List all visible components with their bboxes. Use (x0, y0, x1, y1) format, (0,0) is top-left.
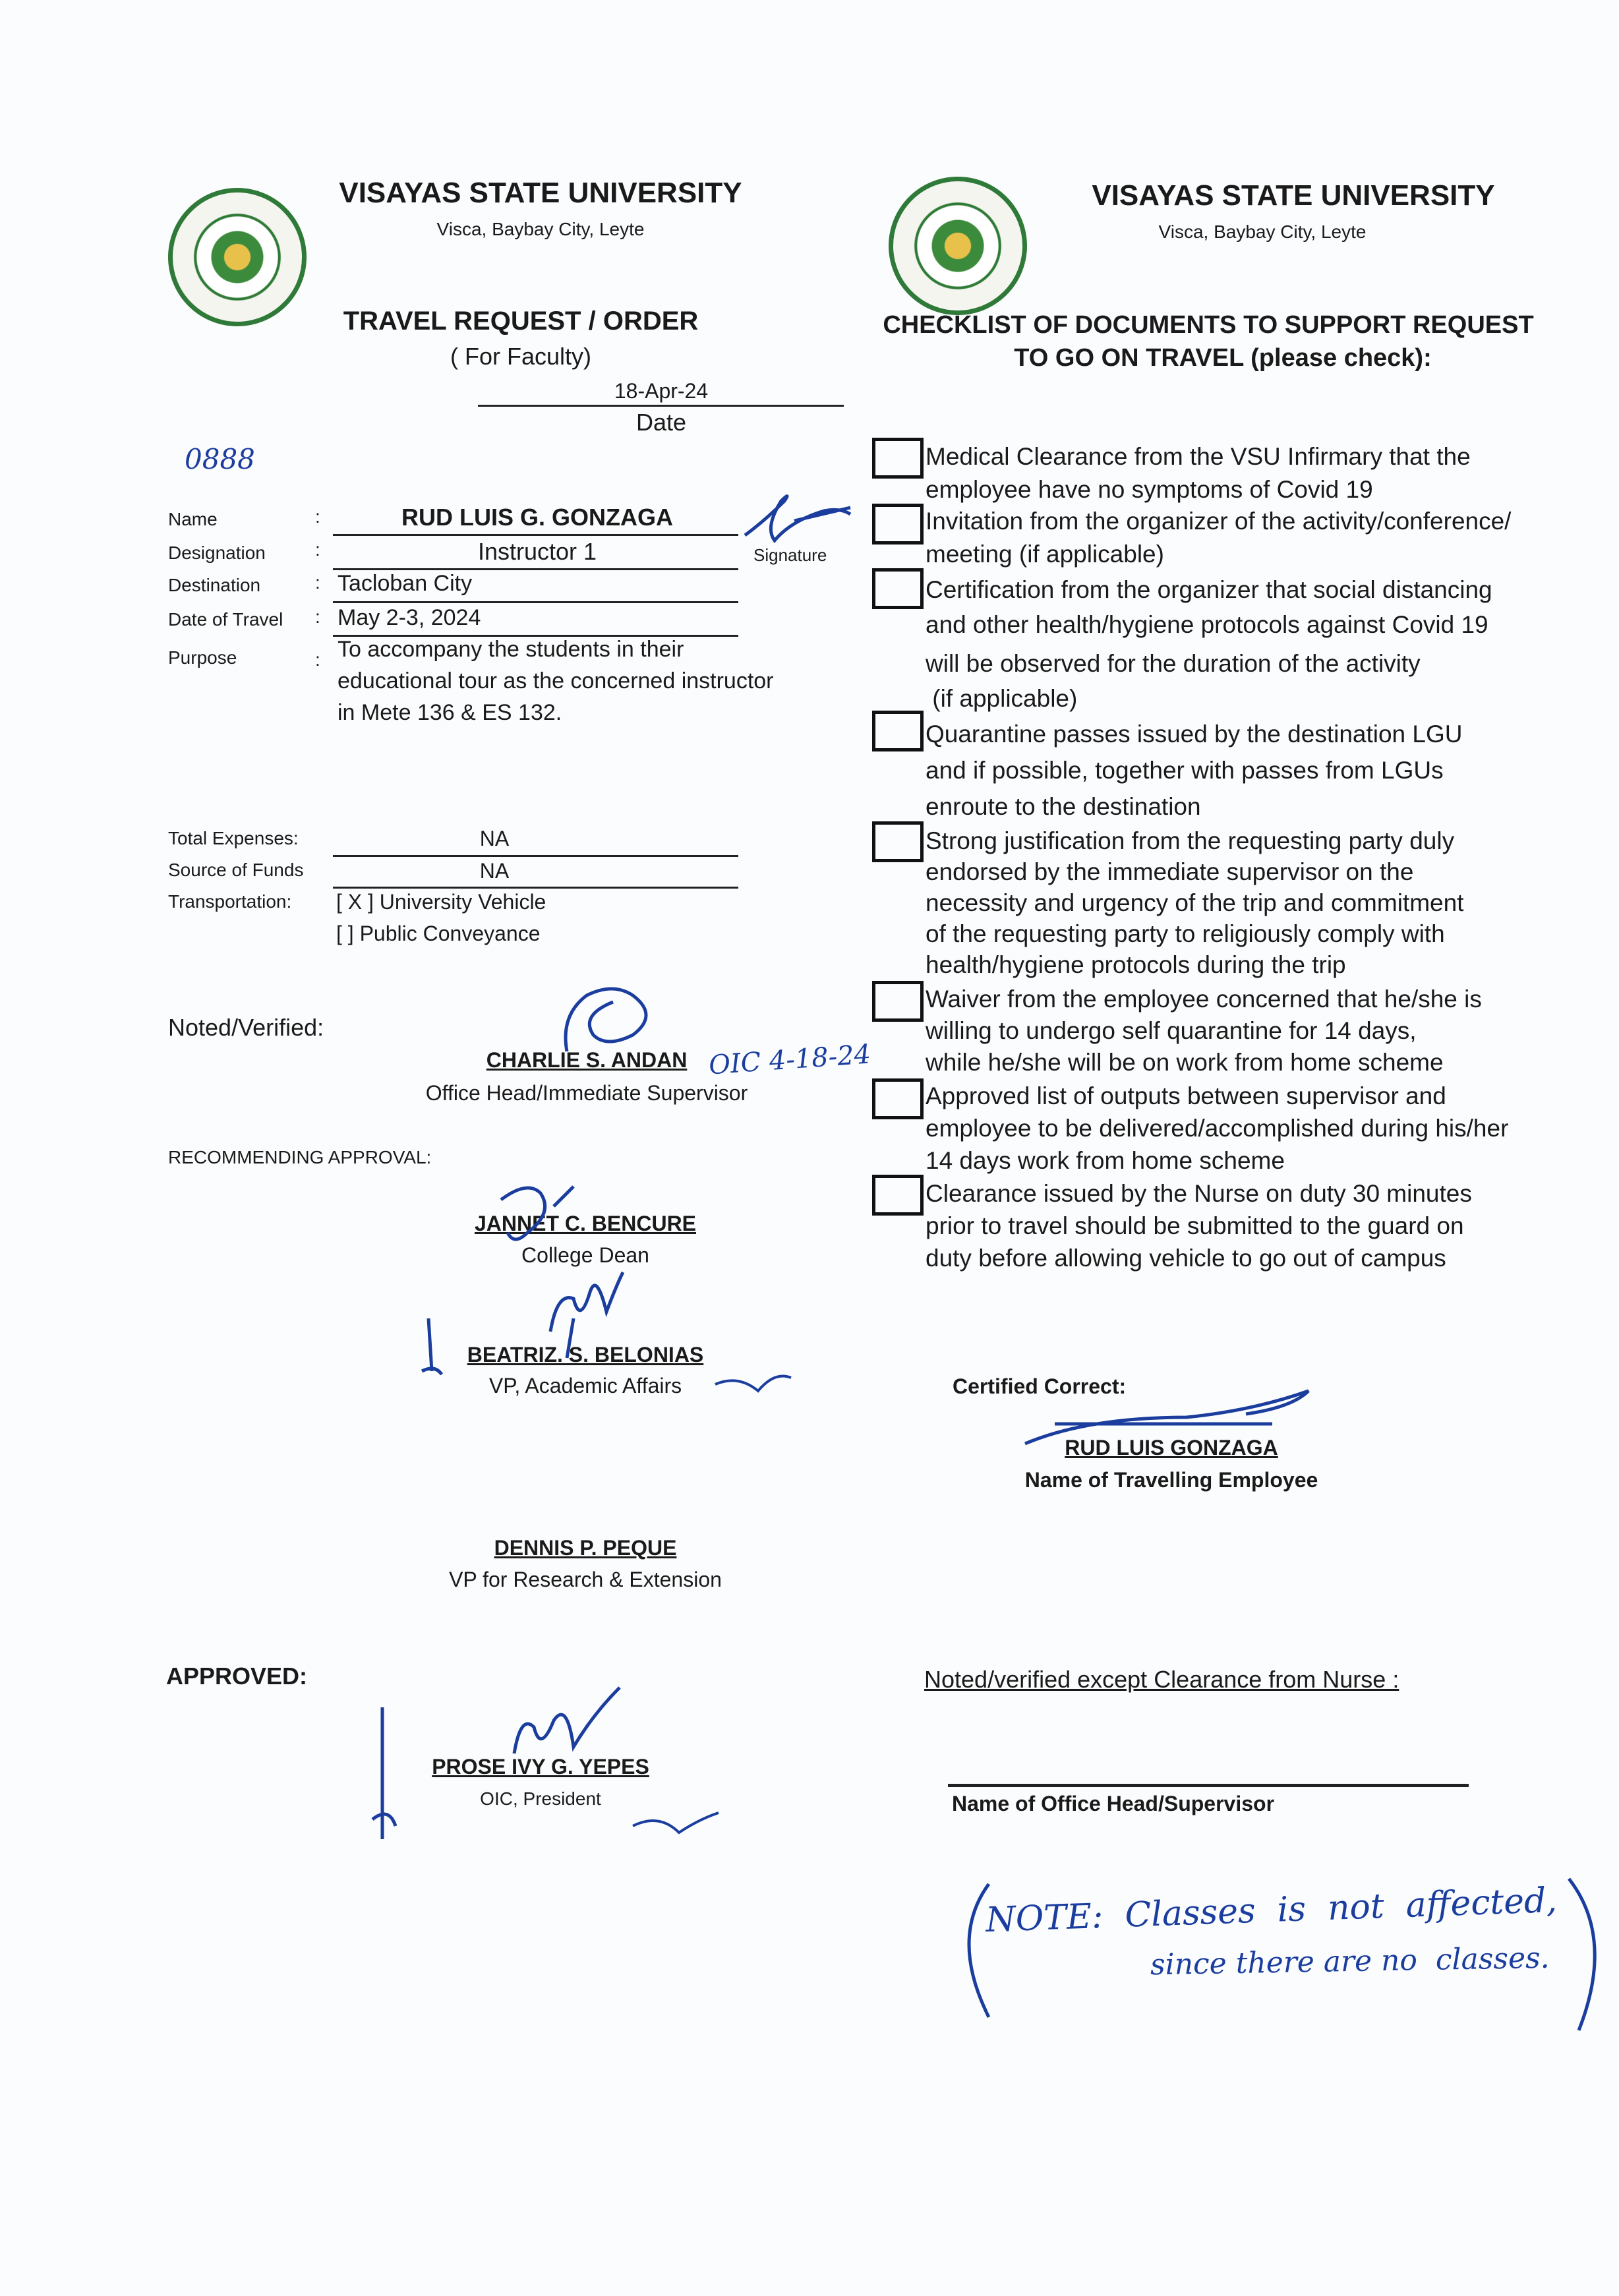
designation-value: Instructor 1 (477, 538, 597, 565)
vp-academic-title: VP, Academic Affairs (488, 1374, 682, 1398)
approved-label: APPROVED: (166, 1663, 308, 1690)
name-line (333, 534, 738, 536)
checklist-item-invitation (926, 505, 1511, 571)
checklist-line: prior to travel should be submitted to the guard on (926, 1212, 1464, 1239)
checklist-item-nurse-clearance (926, 1177, 1472, 1274)
total-expenses-line (333, 855, 738, 857)
colon: : (315, 572, 320, 593)
checklist-line: Waiver from the employee concerned that he/she is (926, 986, 1482, 1013)
checklist-item-certification (926, 572, 1492, 716)
checklist-line: and other health/hygiene protocols against Covid 19 (926, 611, 1488, 638)
purpose-line-3: in Mete 136 & ES 132. (338, 700, 562, 725)
checklist-checkbox[interactable] (872, 981, 924, 1022)
colon: : (315, 506, 320, 527)
checklist-line: enroute to the destination (926, 793, 1201, 820)
checklist-checkbox[interactable] (872, 711, 924, 751)
checklist-line: of the requesting party to religiously comply with (926, 920, 1445, 947)
date-line (478, 405, 844, 407)
total-expenses-value: NA (479, 827, 510, 850)
checklist-line: necessity and urgency of the trip and commitment (926, 889, 1464, 916)
certified-name: RUD LUIS GONZAGA (1065, 1436, 1278, 1459)
designation-label: Designation (168, 543, 266, 563)
checklist-line: Medical Clearance from the VSU Infirmary that the (926, 443, 1471, 470)
checklist-checkbox[interactable] (872, 438, 924, 479)
vp-research-title: VP for Research & Extension (449, 1568, 722, 1591)
checklist-line: and if possible, together with passes from LGUs (926, 757, 1444, 784)
checklist-line: Clearance issued by the Nurse on duty 30 minutes (926, 1180, 1472, 1207)
name-value: RUD LUIS G. GONZAGA (401, 504, 673, 531)
university-name-right: VISAYAS STATE UNIVERSITY (1092, 179, 1495, 212)
president-title: OIC, President (480, 1788, 601, 1809)
checklist-line: Strong justification from the requesting party duly (926, 827, 1455, 854)
certified-correct-label: Certified Correct: (953, 1374, 1127, 1398)
colon: : (315, 606, 320, 627)
nurse-note-label: Noted/verified except Clearance from Nurse : (924, 1666, 1399, 1693)
checklist-line: Approved list of outputs between supervisor and (926, 1082, 1446, 1109)
destination-label: Destination (168, 575, 261, 595)
checklist-item-outputs (926, 1080, 1508, 1177)
source-of-funds-value: NA (479, 859, 510, 883)
university-seal-right (889, 177, 1027, 315)
destination-value: Tacloban City (338, 571, 473, 596)
checklist-line: while he/she will be on work from home scheme (926, 1049, 1444, 1076)
checklist-line: will be observed for the duration of the activity (926, 650, 1421, 677)
noted-signatory-title: Office Head/Immediate Supervisor (425, 1081, 748, 1105)
transportation-label: Transportation: (168, 891, 292, 912)
checklist-item-quarantine (926, 716, 1463, 825)
vp-research-name: DENNIS P. PEQUE (494, 1536, 677, 1560)
source-of-funds-line (333, 887, 738, 889)
checklist-line: Certification from the organizer that social distancing (926, 576, 1492, 603)
colon: : (315, 649, 320, 670)
signature-label: Signature (753, 545, 827, 565)
dean-name: JANNET C. BENCURE (474, 1212, 697, 1235)
destination-line (333, 601, 738, 603)
purpose-line-1: To accompany the students in their (338, 637, 684, 662)
total-expenses-label: Total Expenses: (168, 828, 299, 848)
dean-title: College Dean (521, 1243, 649, 1267)
colon: : (315, 539, 320, 560)
transport-option-public-conveyance: [ ] Public Conveyance (336, 922, 541, 945)
checklist-checkbox[interactable] (872, 1175, 924, 1216)
transport-option-university-vehicle: [ X ] University Vehicle (336, 890, 546, 914)
checklist-line: meeting (if applicable) (926, 541, 1164, 568)
checklist-line: endorsed by the immediate supervisor on the (926, 858, 1414, 885)
purpose-label: Purpose (168, 647, 237, 668)
checklist-checkbox[interactable] (872, 504, 924, 545)
certified-caption: Name of Travelling Employee (1024, 1468, 1318, 1492)
checklist-line: willing to undergo self quarantine for 14 days, (926, 1017, 1417, 1044)
noted-verified-label: Noted/Verified: (168, 1014, 324, 1041)
checklist-line: employee to be delivered/accomplished during his/her (926, 1115, 1509, 1142)
date-label: Date (635, 409, 687, 436)
checklist-line: health/hygiene protocols during the trip (926, 951, 1346, 978)
checklist-item-waiver (926, 984, 1482, 1078)
checklist-checkbox[interactable] (872, 821, 924, 862)
checklist-line: 14 days work from home scheme (926, 1147, 1285, 1174)
vp-academic-name: BEATRIZ. S. BELONIAS (467, 1343, 704, 1367)
checklist-item-medical (926, 440, 1471, 506)
university-name-left: VISAYAS STATE UNIVERSITY (339, 177, 742, 209)
date-value: 18-Apr-24 (614, 379, 709, 403)
designation-line (333, 568, 738, 570)
university-address-right: Visca, Baybay City, Leyte (1158, 221, 1367, 242)
president-name: PROSE IVY G. YEPES (432, 1755, 649, 1779)
noted-handwritten-date: OIC 4-18-24 (707, 1039, 872, 1081)
noted-signatory-name: CHARLIE S. ANDAN (486, 1048, 688, 1072)
date-of-travel-value: May 2-3, 2024 (338, 605, 481, 630)
checklist-line: (if applicable) (926, 685, 1078, 712)
name-label: Name (168, 509, 218, 529)
handwritten-note-line-2: since there are no classes. (1150, 1941, 1550, 1982)
control-number: 0888 (185, 443, 255, 475)
office-head-caption: Name of Office Head/Supervisor (952, 1792, 1275, 1815)
university-seal-left (168, 188, 307, 326)
form-title: TRAVEL REQUEST / ORDER (343, 307, 699, 336)
checklist-title-line-2: TO GO ON TRAVEL (please check): (1014, 344, 1432, 372)
checklist-line: Quarantine passes issued by the destination LGU (926, 721, 1463, 748)
form-subtitle: ( For Faculty) (450, 343, 592, 370)
checklist-line: duty before allowing vehicle to go out of campus (926, 1245, 1446, 1272)
source-of-funds-label: Source of Funds (168, 860, 304, 880)
checklist-title-line-1: CHECKLIST OF DOCUMENTS TO SUPPORT REQUEST (883, 311, 1534, 339)
checklist-checkbox[interactable] (872, 1078, 924, 1119)
checklist-line: Invitation from the organizer of the activity/conference/ (926, 508, 1512, 535)
date-of-travel-label: Date of Travel (168, 609, 283, 630)
office-head-line (948, 1784, 1469, 1787)
handwritten-note-line-1: NOTE: Classes is not affected, (985, 1880, 1558, 1941)
checklist-checkbox[interactable] (872, 568, 924, 609)
recommending-approval-label: RECOMMENDING APPROVAL: (168, 1147, 432, 1167)
university-address-left: Visca, Baybay City, Leyte (436, 219, 645, 239)
checklist-line: employee have no symptoms of Covid 19 (926, 476, 1373, 503)
checklist-item-justification (926, 825, 1463, 980)
purpose-line-2: educational tour as the concerned instructor (338, 668, 774, 693)
